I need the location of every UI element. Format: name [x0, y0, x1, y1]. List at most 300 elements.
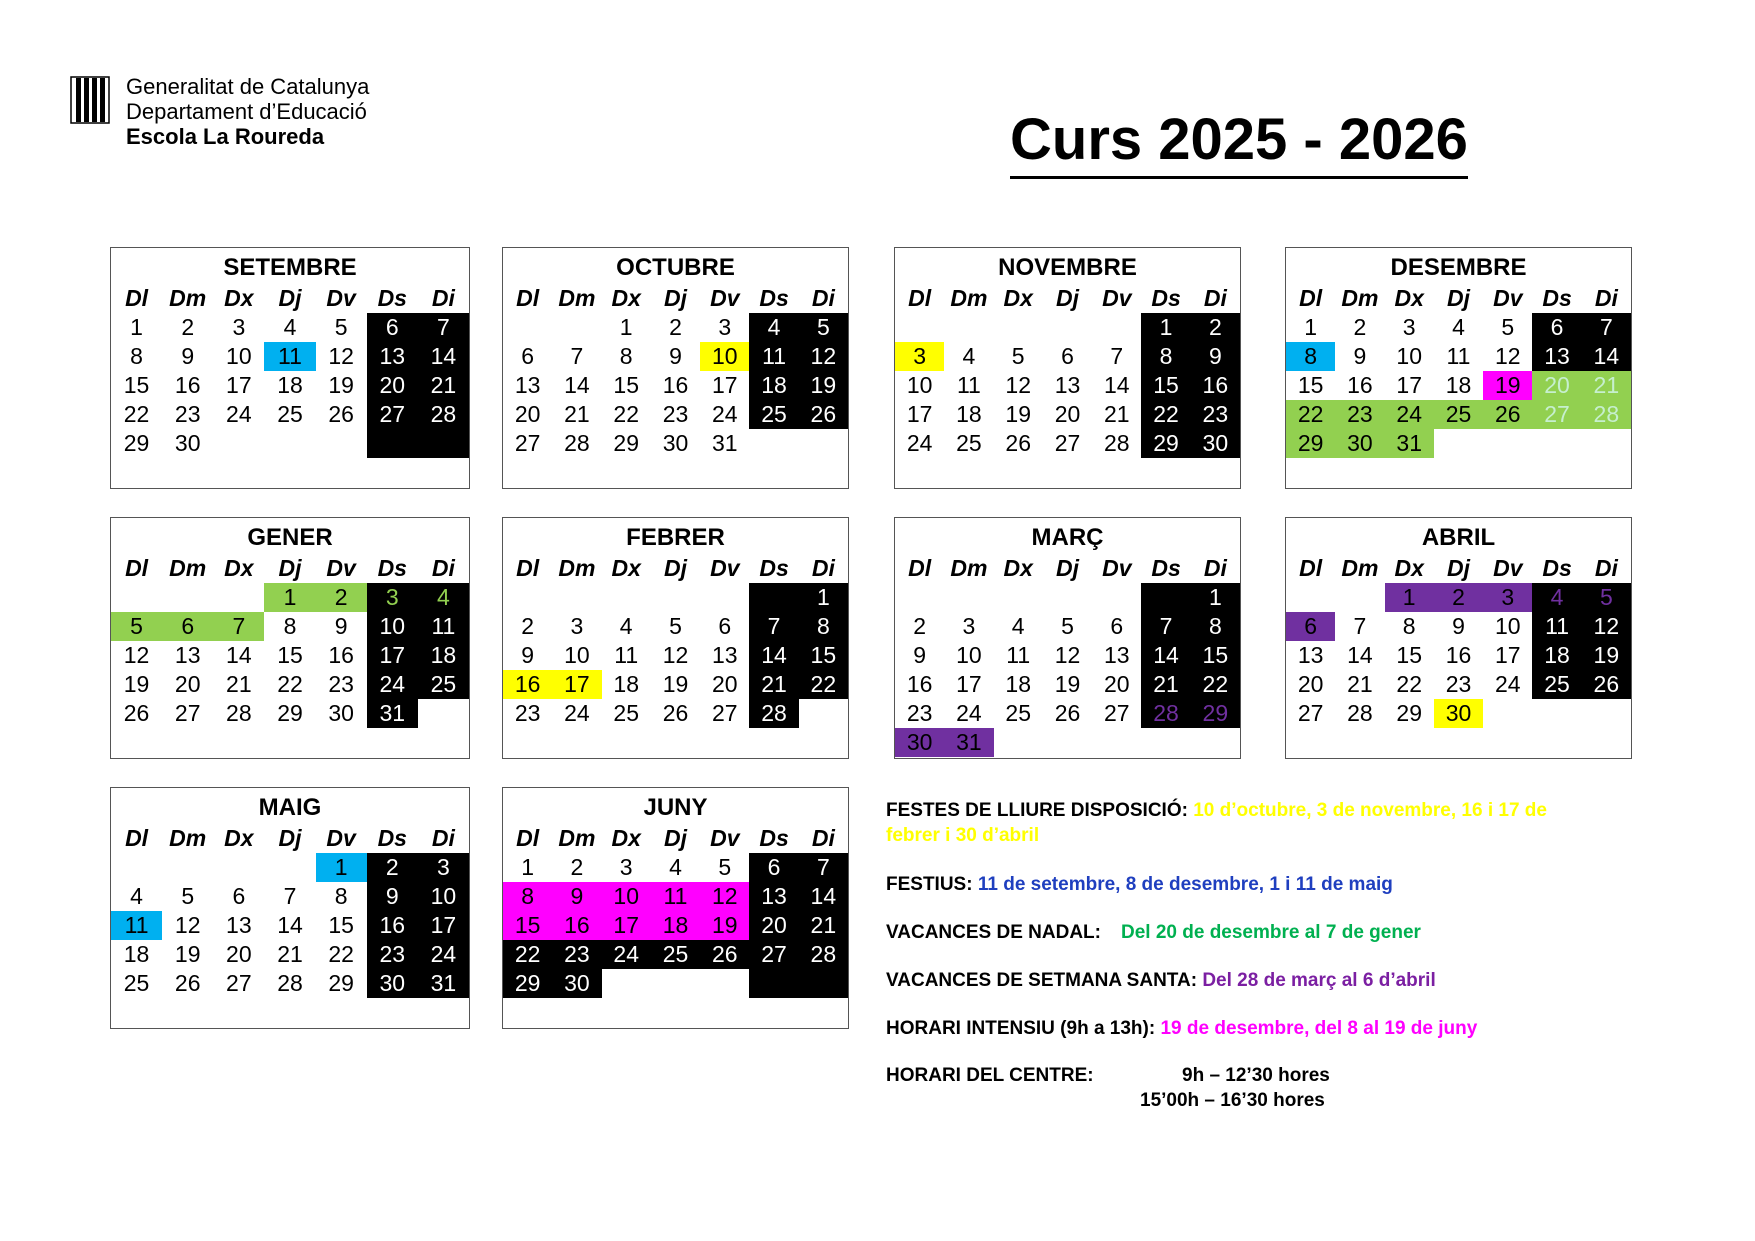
day-cell: 30 — [895, 728, 944, 757]
weekday-header: Dx — [1003, 285, 1033, 311]
empty-day-cell — [944, 583, 993, 612]
day-cell: 19 — [174, 941, 201, 967]
weekday-header: Di — [1594, 285, 1618, 311]
day-cell: 8 — [799, 612, 848, 641]
day-cell: 23 — [514, 700, 541, 726]
day-cell: 17 — [711, 372, 738, 398]
day-cell: 18 — [613, 671, 639, 697]
day-cell: 31 — [1385, 429, 1434, 458]
empty-day-cell — [895, 583, 944, 612]
day-cell: 10 — [564, 642, 590, 668]
day-cell: 29 — [328, 970, 354, 996]
day-cell: 28 — [749, 699, 798, 728]
legend-lliure-text-1: 10 d’octubre, 3 de novembre, 16 i 17 de — [1193, 800, 1547, 821]
month-grid — [503, 822, 848, 998]
empty-day-cell — [1141, 728, 1190, 757]
day-cell: 23 — [906, 700, 933, 726]
month-juny — [502, 787, 849, 1029]
weekday-header: Dj — [1446, 555, 1470, 581]
month-març — [894, 517, 1241, 759]
legend-horari-intensiu — [886, 1016, 1477, 1041]
weekday-header: Dl — [125, 285, 149, 311]
day-cell: 28 — [226, 700, 252, 726]
day-cell: 8 — [1191, 612, 1240, 641]
weekday-header: Dj — [663, 555, 687, 581]
month-grid — [895, 552, 1240, 757]
day-cell: 30 — [328, 700, 354, 726]
legend-festius — [886, 872, 1393, 897]
day-cell: 16 — [367, 911, 418, 940]
weekday-header: Dv — [326, 825, 356, 851]
weekday-header: Dm — [169, 825, 207, 851]
day-cell: 1 — [130, 314, 143, 340]
day-cell: 16 — [1445, 642, 1472, 668]
day-cell: 27 — [1532, 400, 1581, 429]
day-cell: 6 — [1286, 612, 1335, 641]
day-cell: 19 — [662, 671, 689, 697]
day-cell: 23 — [552, 940, 601, 969]
day-cell: 26 — [1483, 400, 1532, 429]
legend-intensiu-text: 19 de desembre, del 8 al 19 de juny — [1160, 1018, 1478, 1039]
day-cell: 12 — [1005, 372, 1031, 398]
legend-centre-hours-afternoon: 15’00h – 16’30 hores — [1140, 1090, 1325, 1111]
day-cell: 21 — [749, 670, 798, 699]
month-grid — [111, 822, 469, 998]
weekday-header: Dv — [326, 285, 356, 311]
day-cell: 27 — [749, 940, 798, 969]
day-cell: 17 — [1396, 372, 1422, 398]
day-cell: 15 — [1297, 372, 1324, 398]
empty-day-cell — [1286, 583, 1335, 612]
legend-nadal-text: Del 20 de desembre al 7 de gener — [1120, 922, 1421, 943]
day-cell: 4 — [619, 613, 633, 639]
weekday-header: Dm — [558, 555, 596, 581]
day-cell: 9 — [913, 642, 927, 668]
day-cell: 21 — [799, 911, 848, 940]
day-cell: 14 — [1103, 372, 1130, 398]
day-cell: 7 — [213, 612, 264, 641]
day-cell: 6 — [1110, 613, 1124, 639]
day-cell: 25 — [418, 670, 469, 699]
day-cell: 26 — [123, 700, 150, 726]
weekday-header: Di — [431, 285, 455, 311]
day-cell: 30 — [174, 430, 201, 456]
day-cell: 29 — [277, 700, 303, 726]
weekday-header: Dx — [611, 285, 641, 311]
weekday-header: Dm — [558, 285, 596, 311]
day-cell: 2 — [181, 314, 195, 340]
day-cell: 19 — [1005, 401, 1031, 427]
day-cell: 2 — [521, 613, 535, 639]
day-cell: 15 — [328, 912, 354, 938]
day-cell: 19 — [123, 671, 150, 697]
empty-day-cell — [1043, 728, 1092, 757]
weekday-header: Ds — [377, 555, 407, 581]
day-cell: 19 — [1054, 671, 1081, 697]
day-cell: 11 — [651, 882, 700, 911]
empty-day-cell — [944, 313, 993, 342]
day-cell: 14 — [418, 342, 469, 371]
weekday-header: Dl — [908, 285, 932, 311]
day-cell: 28 — [1141, 699, 1190, 728]
day-cell: 9 — [334, 613, 348, 639]
empty-day-cell — [111, 853, 162, 882]
empty-day-cell — [1141, 583, 1190, 612]
day-cell: 29 — [613, 430, 639, 456]
day-cell: 27 — [1297, 700, 1324, 726]
day-cell: 1 — [521, 854, 535, 880]
page-header — [70, 74, 369, 149]
day-cell: 16 — [328, 642, 354, 668]
weekday-header: Ds — [1542, 555, 1572, 581]
day-cell: 18 — [277, 372, 303, 398]
empty-day-cell — [651, 969, 700, 998]
day-cell: 26 — [328, 401, 354, 427]
day-cell: 5 — [669, 613, 682, 639]
day-cell: 26 — [1005, 430, 1031, 456]
empty-day-cell — [503, 313, 552, 342]
empty-day-cell — [1582, 429, 1631, 458]
day-cell: 28 — [1347, 700, 1373, 726]
day-cell: 25 — [956, 430, 982, 456]
month-novembre — [894, 247, 1241, 489]
day-cell: 3 — [570, 613, 584, 639]
day-cell: 2 — [1353, 314, 1367, 340]
day-cell: 8 — [283, 613, 297, 639]
day-cell: 10 — [367, 612, 418, 641]
day-cell: 31 — [944, 728, 993, 757]
day-cell: 1 — [1191, 583, 1240, 612]
day-cell: 26 — [662, 700, 689, 726]
day-cell: 29 — [123, 430, 150, 456]
day-cell: 18 — [956, 401, 982, 427]
day-cell: 12 — [662, 642, 689, 668]
day-cell: 9 — [367, 882, 418, 911]
weekday-header: Dl — [125, 555, 149, 581]
day-cell: 26 — [1582, 670, 1631, 699]
empty-day-cell — [895, 313, 944, 342]
empty-day-cell — [418, 699, 469, 728]
empty-day-cell — [799, 699, 848, 728]
empty-day-cell — [602, 969, 651, 998]
day-cell: 19 — [799, 371, 848, 400]
day-cell: 19 — [1483, 371, 1532, 400]
weekday-header: Dx — [1394, 285, 1424, 311]
day-cell: 2 — [1434, 583, 1483, 612]
day-cell: 17 — [956, 671, 982, 697]
day-cell: 4 — [283, 314, 297, 340]
day-cell: 9 — [181, 343, 195, 369]
day-cell: 16 — [552, 911, 601, 940]
day-cell: 12 — [1054, 642, 1081, 668]
day-cell: 24 — [367, 670, 418, 699]
day-cell: 7 — [1110, 343, 1124, 369]
day-cell: 1 — [1385, 583, 1434, 612]
day-cell: 28 — [418, 400, 469, 429]
day-cell: 27 — [711, 700, 738, 726]
day-cell: 20 — [514, 401, 541, 427]
legend-nadal — [886, 920, 1421, 945]
day-cell: 5 — [1011, 343, 1025, 369]
day-cell: 25 — [277, 401, 303, 427]
weekday-header: Ds — [1151, 285, 1181, 311]
day-cell: 1 — [264, 583, 315, 612]
day-cell: 19 — [1582, 641, 1631, 670]
empty-day-cell — [1532, 699, 1581, 728]
month-setembre — [110, 247, 470, 489]
day-cell: 13 — [367, 342, 418, 371]
day-cell: 25 — [749, 400, 798, 429]
day-cell: 10 — [418, 882, 469, 911]
day-cell: 15 — [123, 372, 150, 398]
weekday-header: Dl — [125, 825, 149, 851]
weekday-header: Dj — [663, 285, 687, 311]
legend-lliure-colon: : — [1181, 800, 1194, 821]
weekday-header: Di — [1203, 285, 1227, 311]
empty-day-cell — [367, 429, 418, 458]
weekday-header: Di — [1203, 555, 1227, 581]
day-cell: 2 — [913, 613, 927, 639]
day-cell: 25 — [1005, 700, 1031, 726]
day-cell: 24 — [226, 401, 252, 427]
weekday-header: Dx — [611, 825, 641, 851]
day-cell: 24 — [602, 940, 651, 969]
day-cell: 20 — [711, 671, 738, 697]
day-cell: 15 — [1396, 642, 1422, 668]
legend-centre-hours-morning: 9h – 12’30 hores — [1182, 1065, 1330, 1086]
day-cell: 7 — [570, 343, 584, 369]
weekday-header: Dl — [1299, 285, 1323, 311]
empty-day-cell — [316, 429, 367, 458]
day-cell: 7 — [799, 853, 848, 882]
day-cell: 27 — [367, 400, 418, 429]
day-cell: 6 — [1532, 313, 1581, 342]
month-grid — [895, 282, 1240, 458]
day-cell: 3 — [1402, 314, 1416, 340]
month-name: ABRIL — [1421, 524, 1496, 551]
empty-day-cell — [1483, 429, 1532, 458]
day-cell: 13 — [174, 642, 201, 668]
empty-day-cell — [1335, 583, 1384, 612]
day-cell: 22 — [1396, 671, 1422, 697]
legend-horari-centre — [886, 1063, 1330, 1111]
day-cell: 20 — [367, 371, 418, 400]
day-cell: 3 — [367, 583, 418, 612]
day-cell: 4 — [1452, 314, 1465, 340]
day-cell: 30 — [1335, 429, 1384, 458]
month-name: GENER — [247, 524, 333, 551]
day-cell: 13 — [711, 642, 738, 668]
weekday-header: Di — [1594, 555, 1618, 581]
weekday-header: Dv — [1102, 285, 1132, 311]
empty-day-cell — [1191, 728, 1240, 757]
day-cell: 5 — [1061, 613, 1074, 639]
day-cell: 23 — [662, 401, 689, 427]
month-name: DESEMBRE — [1390, 254, 1527, 281]
day-cell: 20 — [226, 941, 252, 967]
day-cell: 26 — [174, 970, 201, 996]
empty-day-cell — [1092, 728, 1141, 757]
month-abril — [1285, 517, 1632, 759]
day-cell: 18 — [1532, 641, 1581, 670]
day-cell: 13 — [1103, 642, 1130, 668]
day-cell: 22 — [503, 940, 552, 969]
weekday-header: Ds — [377, 285, 407, 311]
empty-day-cell — [503, 583, 552, 612]
weekday-header: Dm — [1341, 285, 1379, 311]
day-cell: 22 — [799, 670, 848, 699]
day-cell: 28 — [1582, 400, 1631, 429]
day-cell: 6 — [718, 613, 732, 639]
day-cell: 22 — [613, 401, 639, 427]
weekday-header: Ds — [1542, 285, 1572, 311]
month-grid — [111, 282, 469, 458]
month-name: NOVEMBRE — [998, 254, 1137, 281]
legend-santa-label: VACANCES DE SETMANA SANTA: — [886, 970, 1203, 991]
weekday-header: Dm — [169, 285, 207, 311]
day-cell: 10 — [700, 342, 749, 371]
day-cell: 22 — [1141, 400, 1190, 429]
weekday-header: Dx — [1003, 555, 1033, 581]
day-cell: 25 — [651, 940, 700, 969]
day-cell: 3 — [232, 314, 246, 340]
day-cell: 21 — [1141, 670, 1190, 699]
empty-day-cell — [1043, 583, 1092, 612]
org-line-government: Generalitat de Catalunya — [126, 74, 370, 99]
empty-day-cell — [162, 583, 213, 612]
day-cell: 28 — [799, 940, 848, 969]
day-cell: 16 — [503, 670, 552, 699]
day-cell: 3 — [962, 613, 976, 639]
day-cell: 15 — [503, 911, 552, 940]
day-cell: 22 — [1191, 670, 1240, 699]
weekday-header: Dm — [169, 555, 207, 581]
weekday-header: Dj — [663, 825, 687, 851]
weekday-header: Di — [811, 555, 835, 581]
weekday-header: Dj — [278, 555, 302, 581]
weekday-header: Dj — [1055, 285, 1079, 311]
month-febrer — [502, 517, 849, 759]
weekday-header: Dv — [326, 555, 356, 581]
day-cell: 23 — [367, 940, 418, 969]
day-cell: 12 — [123, 642, 150, 668]
weekday-header: Dv — [1102, 555, 1132, 581]
weekday-header: Dv — [710, 285, 740, 311]
empty-day-cell — [264, 853, 315, 882]
day-cell: 4 — [1011, 613, 1025, 639]
day-cell: 27 — [1103, 700, 1130, 726]
day-cell: 22 — [328, 941, 354, 967]
legend-setmana-santa — [886, 968, 1436, 993]
day-cell: 13 — [226, 912, 252, 938]
weekday-header: Dl — [1299, 555, 1323, 581]
day-cell: 29 — [1141, 429, 1190, 458]
day-cell: 21 — [418, 371, 469, 400]
day-cell: 16 — [1191, 371, 1240, 400]
day-cell: 16 — [906, 671, 933, 697]
day-cell: 18 — [1005, 671, 1031, 697]
empty-day-cell — [213, 853, 264, 882]
day-cell: 22 — [1286, 400, 1335, 429]
weekday-header: Di — [811, 285, 835, 311]
day-cell: 3 — [895, 342, 944, 371]
day-cell: 17 — [906, 401, 933, 427]
day-cell: 18 — [651, 911, 700, 940]
day-cell: 29 — [1286, 429, 1335, 458]
day-cell: 13 — [749, 882, 798, 911]
day-cell: 8 — [503, 882, 552, 911]
day-cell: 1 — [799, 583, 848, 612]
day-cell: 6 — [521, 343, 535, 369]
day-cell: 21 — [277, 941, 303, 967]
day-cell: 30 — [367, 969, 418, 998]
day-cell: 7 — [418, 313, 469, 342]
day-cell: 17 — [552, 670, 601, 699]
day-cell: 11 — [1006, 642, 1031, 668]
empty-day-cell — [749, 583, 798, 612]
day-cell: 2 — [669, 314, 682, 340]
weekday-header: Dj — [1055, 555, 1079, 581]
day-cell: 11 — [1446, 343, 1471, 369]
org-line-department: Departament d’Educació — [126, 99, 367, 124]
day-cell: 11 — [749, 342, 798, 371]
month-name: SETEMBRE — [223, 254, 357, 281]
day-cell: 17 — [418, 911, 469, 940]
day-cell: 21 — [1582, 371, 1631, 400]
weekday-header: Dl — [908, 555, 932, 581]
day-cell: 27 — [514, 430, 541, 456]
day-cell: 31 — [367, 699, 418, 728]
empty-day-cell — [799, 969, 848, 998]
day-cell: 1 — [316, 853, 367, 882]
empty-day-cell — [749, 429, 798, 458]
day-cell: 18 — [749, 371, 798, 400]
day-cell: 30 — [552, 969, 601, 998]
day-cell: 18 — [1445, 372, 1472, 398]
weekday-header: Dj — [278, 285, 302, 311]
day-cell: 25 — [1434, 400, 1483, 429]
day-cell: 12 — [1582, 612, 1631, 641]
day-cell: 21 — [226, 671, 252, 697]
day-cell: 7 — [1353, 613, 1367, 639]
legend-festius-text: 11 de setembre, 8 de desembre, 1 i 11 de maig — [977, 874, 1393, 895]
day-cell: 13 — [514, 372, 541, 398]
day-cell: 10 — [602, 882, 651, 911]
weekday-header: Dx — [224, 285, 254, 311]
day-cell: 30 — [662, 430, 689, 456]
day-cell: 8 — [130, 343, 143, 369]
day-cell: 23 — [1191, 400, 1240, 429]
day-cell: 8 — [334, 883, 348, 909]
empty-day-cell — [994, 583, 1043, 612]
day-cell: 31 — [418, 969, 469, 998]
empty-day-cell — [552, 313, 601, 342]
weekday-header: Ds — [1151, 555, 1181, 581]
day-cell: 20 — [1532, 371, 1581, 400]
day-cell: 16 — [662, 372, 689, 398]
day-cell: 10 — [226, 343, 252, 369]
day-cell: 2 — [570, 854, 584, 880]
empty-day-cell — [749, 969, 798, 998]
weekday-header: Di — [431, 555, 455, 581]
weekday-header: Ds — [377, 825, 407, 851]
day-cell: 29 — [1191, 699, 1240, 728]
day-cell: 11 — [111, 911, 162, 940]
day-cell: 4 — [130, 883, 143, 909]
weekday-header: Dv — [710, 825, 740, 851]
page-title: Curs 2025 - 2026 — [1010, 108, 1468, 179]
day-cell: 14 — [226, 642, 252, 668]
